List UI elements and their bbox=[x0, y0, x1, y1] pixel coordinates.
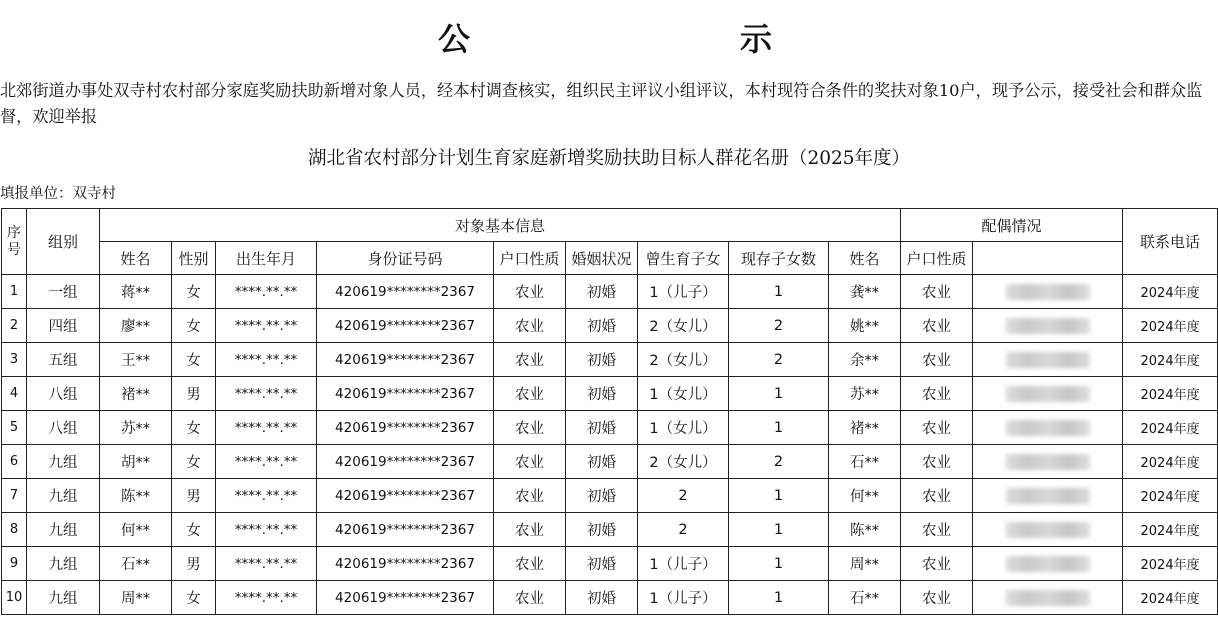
cell-name: 蒋** bbox=[100, 275, 172, 309]
cell-marital: 初婚 bbox=[566, 411, 638, 445]
cell-id-number: 420619********2367 bbox=[317, 445, 494, 479]
header-hukou: 户口性质 bbox=[494, 242, 566, 275]
cell-living-children: 1 bbox=[729, 513, 829, 547]
cell-phone-redacted bbox=[973, 581, 1123, 615]
cell-year: 2024年度 bbox=[1123, 343, 1218, 377]
roster-title: 湖北省农村部分计划生育家庭新增奖励扶助目标人群花名册（2025年度） bbox=[307, 148, 911, 169]
cell-marital: 初婚 bbox=[566, 309, 638, 343]
cell-spouse-name: 余** bbox=[829, 343, 901, 377]
cell-born-children: 2 bbox=[638, 513, 729, 547]
cell-name: 何** bbox=[100, 513, 172, 547]
cell-group: 八组 bbox=[27, 377, 100, 411]
cell-spouse-hukou: 农业 bbox=[901, 513, 973, 547]
cell-id-number: 420619********2367 bbox=[317, 275, 494, 309]
cell-hukou: 农业 bbox=[494, 411, 566, 445]
reporting-unit: 填报单位：双寺村 bbox=[0, 186, 116, 202]
cell-living-children: 2 bbox=[729, 445, 829, 479]
cell-group: 五组 bbox=[27, 343, 100, 377]
notice-title-char-1: 公 bbox=[438, 20, 471, 58]
cell-spouse-name: 姚** bbox=[829, 309, 901, 343]
cell-spouse-name: 苏** bbox=[829, 377, 901, 411]
cell-group: 一组 bbox=[27, 275, 100, 309]
cell-year: 2024年度 bbox=[1123, 581, 1218, 615]
cell-born-children: 2（女儿） bbox=[638, 309, 729, 343]
cell-year: 2024年度 bbox=[1123, 411, 1218, 445]
cell-seq: 2 bbox=[2, 309, 27, 343]
cell-year: 2024年度 bbox=[1123, 479, 1218, 513]
cell-name: 周** bbox=[100, 581, 172, 615]
cell-gender: 男 bbox=[172, 547, 216, 581]
redacted-phone bbox=[1006, 522, 1090, 538]
cell-living-children: 1 bbox=[729, 479, 829, 513]
header-group: 组别 bbox=[27, 209, 100, 275]
cell-year: 2024年度 bbox=[1123, 275, 1218, 309]
header-gender: 性别 bbox=[172, 242, 216, 275]
cell-gender: 女 bbox=[172, 513, 216, 547]
cell-living-children: 2 bbox=[729, 343, 829, 377]
cell-spouse-name: 褚** bbox=[829, 411, 901, 445]
cell-marital: 初婚 bbox=[566, 479, 638, 513]
cell-group: 四组 bbox=[27, 309, 100, 343]
cell-marital: 初婚 bbox=[566, 377, 638, 411]
cell-birth: ****.**.** bbox=[216, 547, 317, 581]
cell-marital: 初婚 bbox=[566, 513, 638, 547]
cell-spouse-hukou: 农业 bbox=[901, 411, 973, 445]
cell-group: 九组 bbox=[27, 581, 100, 615]
cell-phone-redacted bbox=[973, 445, 1123, 479]
table-row bbox=[2, 445, 1218, 479]
cell-name: 石** bbox=[100, 547, 172, 581]
cell-seq: 3 bbox=[2, 343, 27, 377]
cell-name: 褚** bbox=[100, 377, 172, 411]
cell-group: 九组 bbox=[27, 513, 100, 547]
cell-birth: ****.**.** bbox=[216, 479, 317, 513]
cell-seq: 10 bbox=[2, 581, 27, 615]
cell-phone-redacted bbox=[973, 377, 1123, 411]
cell-living-children: 1 bbox=[729, 547, 829, 581]
cell-gender: 女 bbox=[172, 411, 216, 445]
cell-spouse-name: 石** bbox=[829, 581, 901, 615]
cell-living-children: 1 bbox=[729, 411, 829, 445]
cell-seq: 8 bbox=[2, 513, 27, 547]
cell-born-children: 1（儿子） bbox=[638, 547, 729, 581]
cell-gender: 女 bbox=[172, 445, 216, 479]
cell-born-children: 2（女儿） bbox=[638, 445, 729, 479]
cell-id-number: 420619********2367 bbox=[317, 377, 494, 411]
cell-gender: 男 bbox=[172, 479, 216, 513]
cell-born-children: 2 bbox=[638, 479, 729, 513]
cell-phone-redacted bbox=[973, 513, 1123, 547]
cell-id-number: 420619********2367 bbox=[317, 309, 494, 343]
notice-title bbox=[0, 14, 1218, 58]
cell-spouse-name: 龚** bbox=[829, 275, 901, 309]
cell-hukou: 农业 bbox=[494, 275, 566, 309]
cell-phone-redacted bbox=[973, 479, 1123, 513]
cell-spouse-name: 陈** bbox=[829, 513, 901, 547]
header-seq: 序号 bbox=[2, 209, 27, 275]
table-row bbox=[2, 513, 1218, 547]
cell-marital: 初婚 bbox=[566, 343, 638, 377]
cell-spouse-hukou: 农业 bbox=[901, 445, 973, 479]
cell-year: 2024年度 bbox=[1123, 445, 1218, 479]
cell-seq: 9 bbox=[2, 547, 27, 581]
header-born-children: 曾生育子女 bbox=[638, 242, 729, 275]
redacted-phone bbox=[1006, 284, 1090, 300]
cell-gender: 女 bbox=[172, 309, 216, 343]
cell-marital: 初婚 bbox=[566, 445, 638, 479]
header-phone: 联系电话 bbox=[1123, 209, 1218, 275]
cell-spouse-name: 周** bbox=[829, 547, 901, 581]
intro-paragraph: 北郊街道办事处双寺村农村部分家庭奖励扶助新增对象人员，经本村调查核实，组织民主评议小组评议，本村现符合条件的奖扶对象10户，现予公示，接受社会和群众监督，欢迎举报 bbox=[0, 81, 1203, 126]
cell-group: 九组 bbox=[27, 479, 100, 513]
cell-group: 八组 bbox=[27, 411, 100, 445]
cell-phone-redacted bbox=[973, 275, 1123, 309]
cell-id-number: 420619********2367 bbox=[317, 343, 494, 377]
cell-hukou: 农业 bbox=[494, 377, 566, 411]
cell-phone-redacted bbox=[973, 343, 1123, 377]
header-marital: 婚姻状况 bbox=[566, 242, 638, 275]
cell-spouse-hukou: 农业 bbox=[901, 275, 973, 309]
cell-living-children: 1 bbox=[729, 377, 829, 411]
cell-born-children: 1（儿子） bbox=[638, 581, 729, 615]
cell-seq: 7 bbox=[2, 479, 27, 513]
cell-phone-redacted bbox=[973, 547, 1123, 581]
table-row bbox=[2, 581, 1218, 615]
cell-year: 2024年度 bbox=[1123, 377, 1218, 411]
header-id-number: 身份证号码 bbox=[317, 242, 494, 275]
cell-hukou: 农业 bbox=[494, 445, 566, 479]
cell-gender: 女 bbox=[172, 343, 216, 377]
header-spouse: 配偶情况 bbox=[901, 209, 1123, 242]
cell-marital: 初婚 bbox=[566, 275, 638, 309]
cell-seq: 1 bbox=[2, 275, 27, 309]
table-row bbox=[2, 547, 1218, 581]
header-living-children: 现存子女数 bbox=[729, 242, 829, 275]
cell-spouse-hukou: 农业 bbox=[901, 309, 973, 343]
cell-name: 陈** bbox=[100, 479, 172, 513]
cell-name: 廖** bbox=[100, 309, 172, 343]
cell-gender: 男 bbox=[172, 377, 216, 411]
table-row bbox=[2, 309, 1218, 343]
header-spouse-hukou: 户口性质 bbox=[901, 242, 973, 275]
cell-id-number: 420619********2367 bbox=[317, 513, 494, 547]
cell-id-number: 420619********2367 bbox=[317, 411, 494, 445]
cell-spouse-hukou: 农业 bbox=[901, 377, 973, 411]
cell-year: 2024年度 bbox=[1123, 547, 1218, 581]
cell-seq: 5 bbox=[2, 411, 27, 445]
cell-gender: 女 bbox=[172, 581, 216, 615]
header-birth: 出生年月 bbox=[216, 242, 317, 275]
cell-marital: 初婚 bbox=[566, 581, 638, 615]
cell-spouse-name: 石** bbox=[829, 445, 901, 479]
table-row bbox=[2, 275, 1218, 309]
cell-group: 九组 bbox=[27, 445, 100, 479]
header-spouse-name: 姓名 bbox=[829, 242, 901, 275]
table-row bbox=[2, 411, 1218, 445]
cell-gender: 女 bbox=[172, 275, 216, 309]
cell-hukou: 农业 bbox=[494, 547, 566, 581]
cell-born-children: 2（女儿） bbox=[638, 343, 729, 377]
cell-year: 2024年度 bbox=[1123, 309, 1218, 343]
redacted-phone bbox=[1006, 556, 1090, 572]
roster-table bbox=[1, 208, 1218, 615]
redacted-phone bbox=[1006, 386, 1090, 402]
cell-phone-redacted bbox=[973, 411, 1123, 445]
cell-birth: ****.**.** bbox=[216, 343, 317, 377]
notice-title-char-2: 示 bbox=[740, 20, 773, 58]
cell-born-children: 1（儿子） bbox=[638, 275, 729, 309]
cell-name: 胡** bbox=[100, 445, 172, 479]
header-basic-info: 对象基本信息 bbox=[100, 209, 901, 242]
cell-living-children: 1 bbox=[729, 581, 829, 615]
cell-hukou: 农业 bbox=[494, 343, 566, 377]
redacted-phone bbox=[1006, 420, 1090, 436]
cell-spouse-hukou: 农业 bbox=[901, 581, 973, 615]
cell-living-children: 1 bbox=[729, 275, 829, 309]
cell-seq: 6 bbox=[2, 445, 27, 479]
cell-seq: 4 bbox=[2, 377, 27, 411]
cell-birth: ****.**.** bbox=[216, 513, 317, 547]
cell-birth: ****.**.** bbox=[216, 275, 317, 309]
table-row bbox=[2, 377, 1218, 411]
cell-birth: ****.**.** bbox=[216, 581, 317, 615]
cell-id-number: 420619********2367 bbox=[317, 479, 494, 513]
cell-name: 王** bbox=[100, 343, 172, 377]
cell-birth: ****.**.** bbox=[216, 377, 317, 411]
redacted-phone bbox=[1006, 488, 1090, 504]
redacted-phone bbox=[1006, 318, 1090, 334]
cell-group: 九组 bbox=[27, 547, 100, 581]
cell-year: 2024年度 bbox=[1123, 513, 1218, 547]
cell-id-number: 420619********2367 bbox=[317, 581, 494, 615]
cell-birth: ****.**.** bbox=[216, 445, 317, 479]
cell-hukou: 农业 bbox=[494, 581, 566, 615]
cell-name: 苏** bbox=[100, 411, 172, 445]
cell-living-children: 2 bbox=[729, 309, 829, 343]
table-row bbox=[2, 479, 1218, 513]
cell-spouse-hukou: 农业 bbox=[901, 479, 973, 513]
cell-hukou: 农业 bbox=[494, 479, 566, 513]
cell-birth: ****.**.** bbox=[216, 411, 317, 445]
cell-phone-redacted bbox=[973, 309, 1123, 343]
cell-born-children: 1（女儿） bbox=[638, 411, 729, 445]
cell-id-number: 420619********2367 bbox=[317, 547, 494, 581]
cell-hukou: 农业 bbox=[494, 309, 566, 343]
redacted-phone bbox=[1006, 352, 1090, 368]
cell-marital: 初婚 bbox=[566, 547, 638, 581]
table-row bbox=[2, 343, 1218, 377]
cell-born-children: 1（女儿） bbox=[638, 377, 729, 411]
cell-spouse-name: 何** bbox=[829, 479, 901, 513]
cell-spouse-hukou: 农业 bbox=[901, 547, 973, 581]
cell-birth: ****.**.** bbox=[216, 309, 317, 343]
cell-spouse-hukou: 农业 bbox=[901, 343, 973, 377]
redacted-phone bbox=[1006, 590, 1090, 606]
redacted-phone bbox=[1006, 454, 1090, 470]
header-name: 姓名 bbox=[100, 242, 172, 275]
cell-hukou: 农业 bbox=[494, 513, 566, 547]
